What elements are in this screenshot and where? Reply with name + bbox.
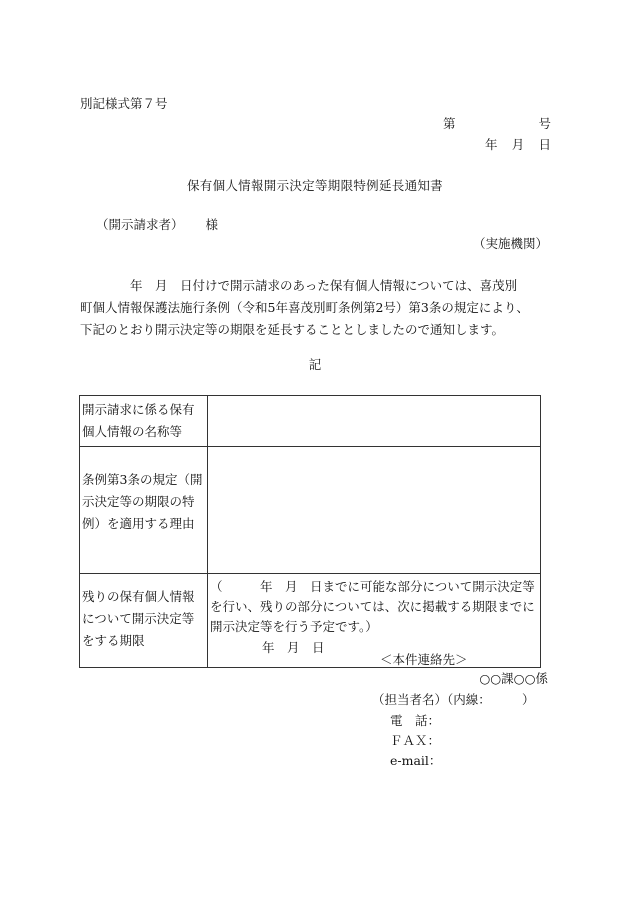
addressee bbox=[96, 219, 218, 232]
extension-info-table bbox=[79, 395, 541, 668]
form-number: 別記様式第７号 bbox=[80, 96, 168, 111]
date-year: 年 bbox=[485, 137, 498, 152]
document-number-suffix: 号 bbox=[538, 116, 551, 131]
row-value-info-name bbox=[208, 396, 541, 447]
contact-fax: ＦＡＸ： bbox=[390, 733, 441, 748]
contact-person: （担当者名）（内線： ） bbox=[372, 692, 535, 707]
body-line-3: 下記のとおり開示決定等の期限を延長することとしましたので通知します。 bbox=[80, 322, 505, 337]
ki-heading: 記 bbox=[308, 357, 322, 372]
row-value-deadline bbox=[208, 574, 541, 668]
issuing-agency: （実施機関） bbox=[472, 236, 548, 251]
contact-email: e-mail： bbox=[390, 753, 442, 768]
row-label-info-name: 開示請求に係る保有個人情報の名称等 bbox=[80, 396, 208, 447]
addressee-label: （開示請求者） bbox=[96, 217, 184, 232]
table-row bbox=[80, 396, 541, 447]
document-number bbox=[443, 118, 551, 131]
addressee-honorific: 様 bbox=[205, 217, 219, 232]
document-number-prefix: 第 bbox=[443, 116, 456, 131]
body-paragraph bbox=[80, 275, 552, 341]
date-day: 日 bbox=[538, 137, 551, 152]
row-value-reason bbox=[208, 447, 541, 574]
contact-section: ○○課○○係 bbox=[479, 671, 548, 686]
row-label-reason: 条例第3条の規定（開示決定等の期限の特例）を適用する理由 bbox=[80, 447, 208, 574]
date-month: 月 bbox=[511, 137, 525, 152]
table-row bbox=[80, 447, 541, 574]
deadline-text: （ 年 月 日までに可能な部分について開示決定等を行い、残りの部分については、次に掲載する期限までに開示決定等を行う予定です。） bbox=[210, 579, 535, 634]
deadline-date: 年 月 日 bbox=[262, 640, 325, 655]
issue-date bbox=[485, 139, 551, 152]
body-line-2: 町個人情報保護法施行条例（令和5年喜茂別町条例第2号）第3条の規定により、 bbox=[80, 300, 529, 315]
document-title: 保有個人情報開示決定等期限特例延長通知書 bbox=[186, 178, 443, 193]
contact-header: ＜本件連絡先＞ bbox=[380, 652, 468, 667]
row-label-deadline: 残りの保有個人情報について開示決定等をする期限 bbox=[80, 574, 208, 668]
contact-phone: 電 話： bbox=[390, 713, 441, 728]
body-line-1: 年 月 日付けで開示請求のあった保有個人情報については、喜茂別 bbox=[80, 278, 518, 293]
table-row bbox=[80, 574, 541, 668]
